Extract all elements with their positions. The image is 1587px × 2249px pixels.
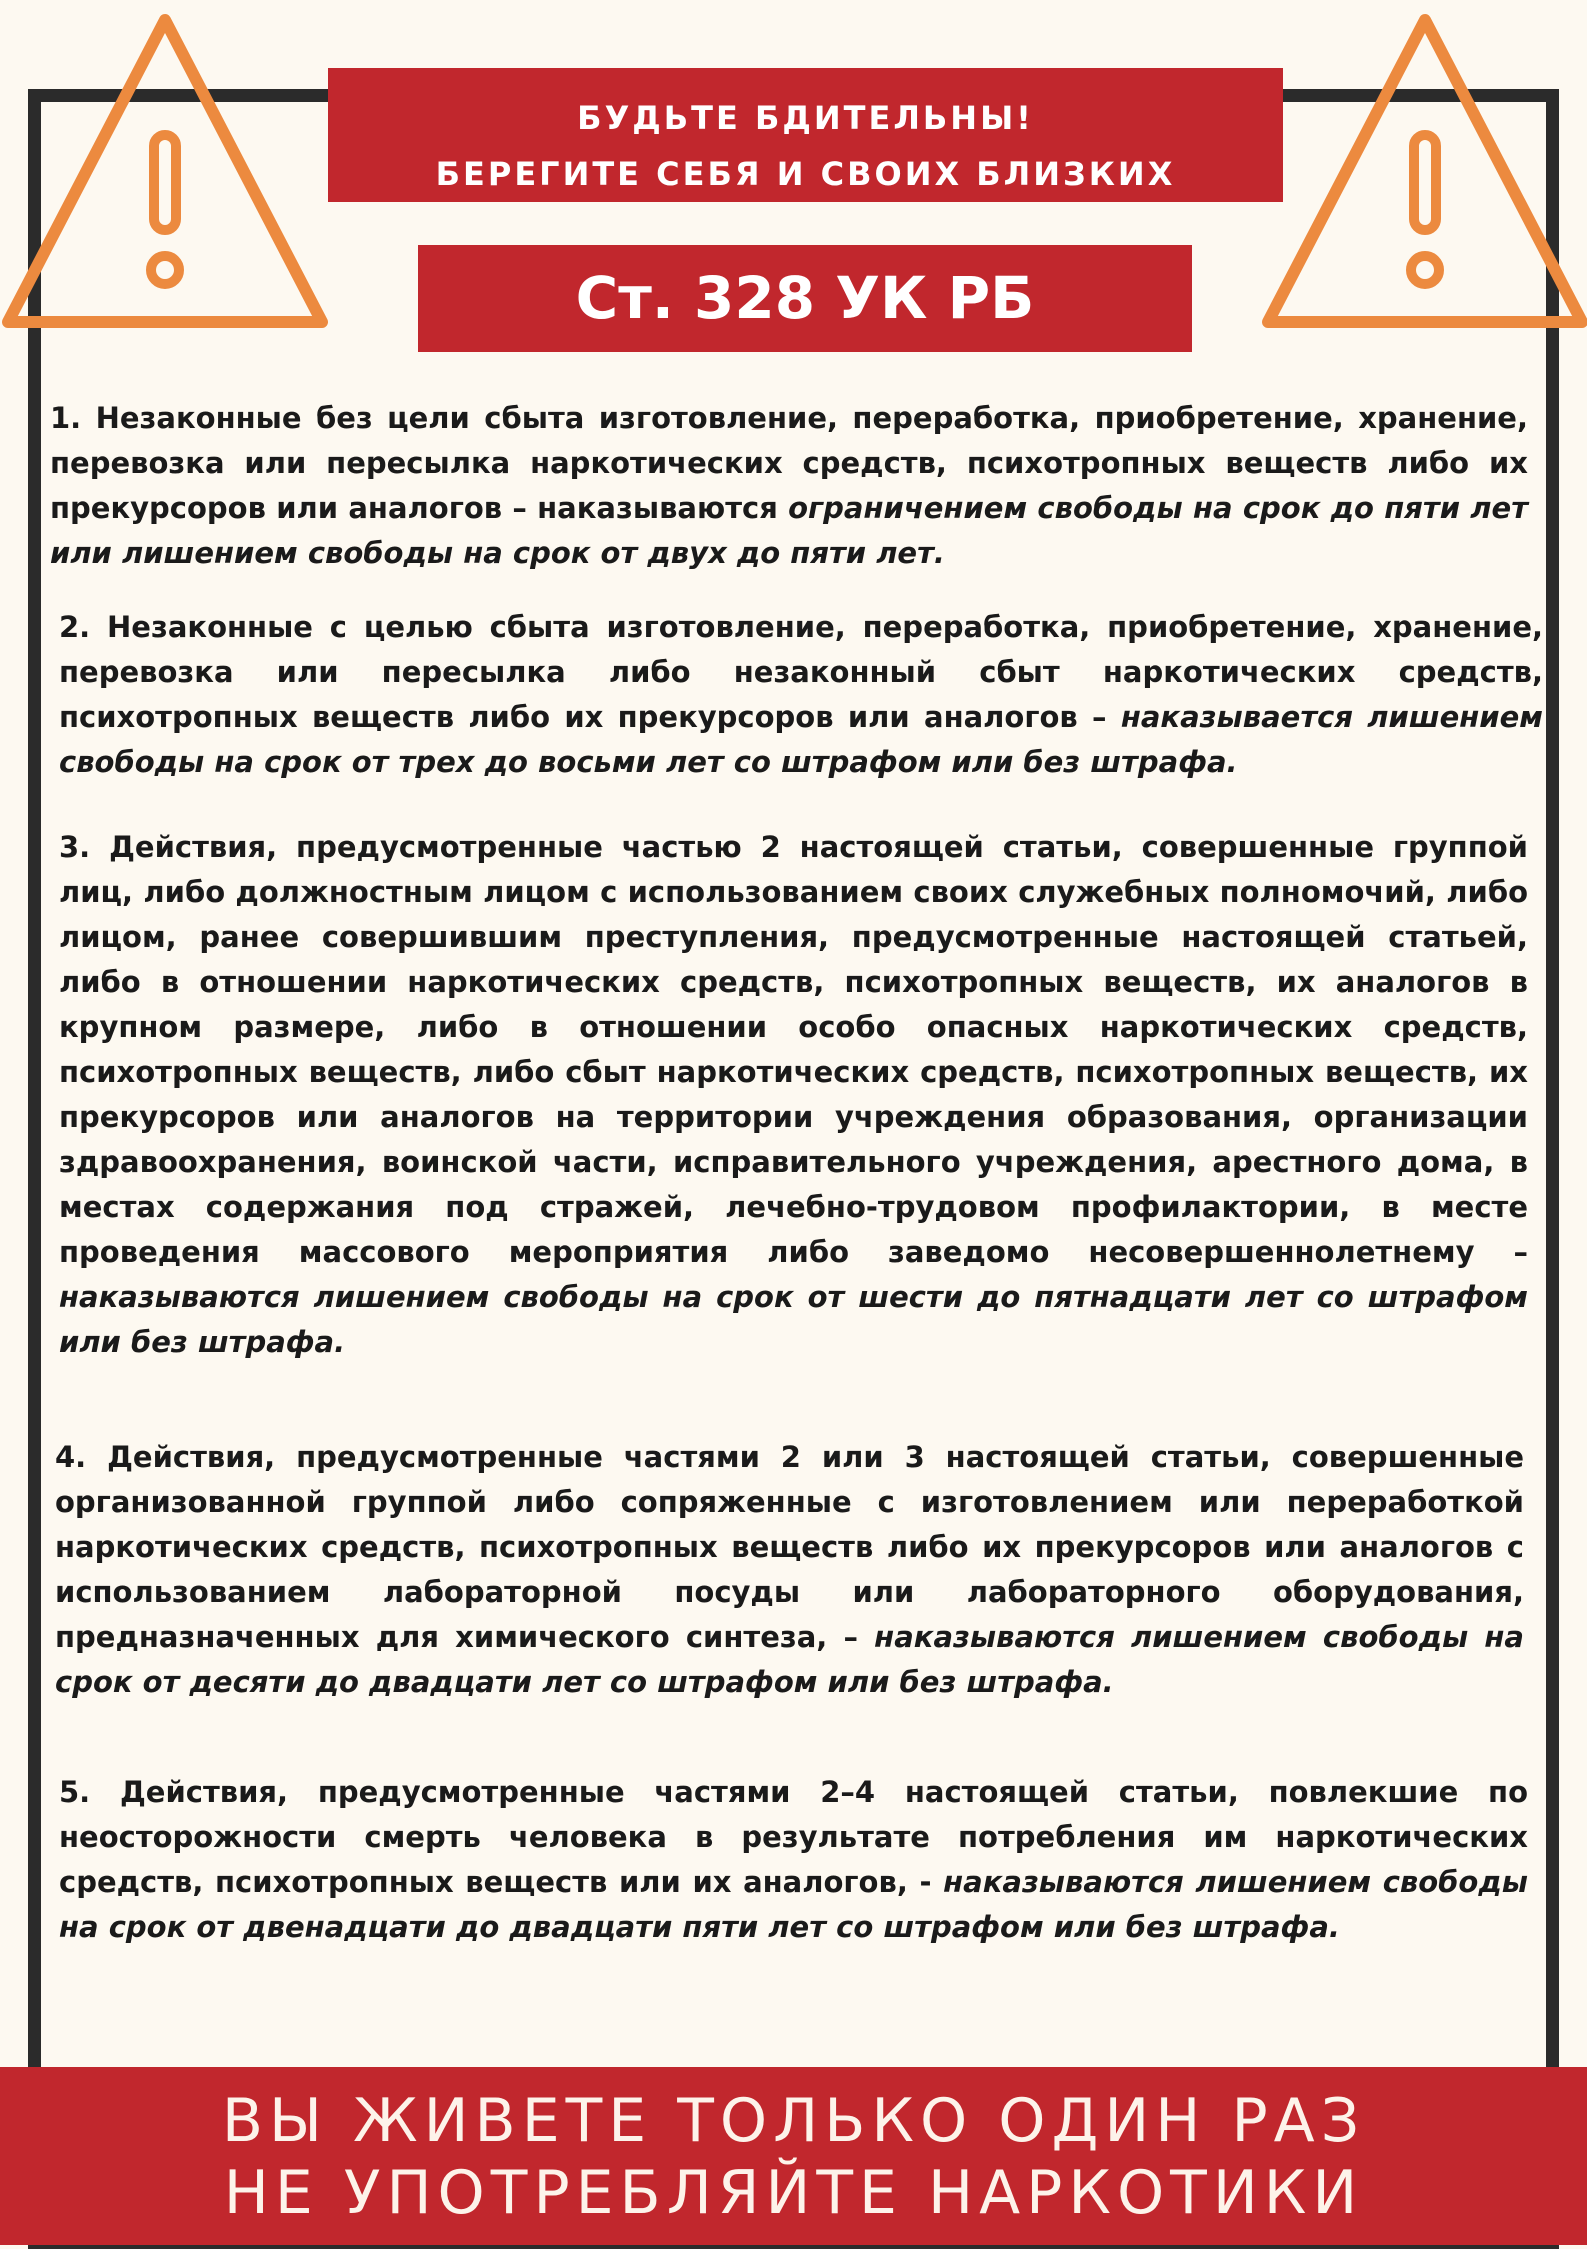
paragraph-penalty: ограничением свободы на срок до пяти лет или лишением свободы на срок от двух до пяти лет.: [50, 491, 1529, 570]
paragraph-text: 1. Незаконные без цели сбыта изготовление, переработка, приобретение, хранение, перевозка или пересылка наркотических средств, психотропных веществ либо их прекурсоров или аналогов – наказываются: [50, 401, 1528, 525]
warning-triangle-icon: [0, 0, 338, 340]
article-paragraph-1: [50, 396, 1528, 576]
footer-line-1: ВЫ ЖИВЕТЕ ТОЛЬКО ОДИН РАЗ: [221, 2086, 1366, 2156]
paragraph-text: 4. Действия, предусмотренные частями 2 или 3 настоящей статьи, совершенные организованной группой либо сопряженные с изготовлением или переработкой наркотических средств, психотропных веществ либо их прекурсоров или аналогов с использованием лабораторной посуды или лабораторного оборудования, предназначенных для химического синтеза, –: [55, 1440, 1524, 1654]
article-paragraph-5: [59, 1770, 1528, 1950]
paragraph-penalty: наказываются лишением свободы на срок от двенадцати до двадцати пяти лет со штрафом или без штрафа.: [59, 1865, 1528, 1944]
paragraph-text: 5. Действия, предусмотренные частями 2–4 настоящей статьи, повлекшие по неосторожности смерть человека в результате потребления им наркотических средств, психотропных веществ или их аналогов, -: [59, 1775, 1528, 1899]
footer-line-2: НЕ УПОТРЕБЛЯЙТЕ НАРКОТИКИ: [223, 2158, 1364, 2228]
paragraph-penalty: наказываются лишением свободы на срок от десяти до двадцати лет со штрафом или без штрафа.: [55, 1620, 1524, 1699]
header-line-2: БЕРЕГИТЕ СЕБЯ И СВОИХ БЛИЗКИХ: [435, 155, 1176, 193]
footer-banner: [0, 2067, 1587, 2245]
article-title: Ст. 328 УК РБ: [418, 245, 1192, 352]
warning-triangle-icon: [1252, 0, 1587, 340]
header-line-1: БУДЬТЕ БДИТЕЛЬНЫ!: [577, 99, 1034, 137]
article-paragraph-3: [59, 825, 1528, 1365]
paragraph-penalty: наказываются лишением свободы на срок от шести до пятнадцати лет со штрафом или без штрафа.: [59, 1280, 1528, 1359]
paragraph-text: 2. Незаконные с целью сбыта изготовление, переработка, приобретение, хранение, перевозка или пересылка либо незаконный сбыт наркотических средств, психотропных веществ либо их прекурсоров или аналогов –: [59, 610, 1543, 734]
article-paragraph-2: [59, 605, 1543, 785]
paragraph-penalty: наказывается лишением свободы на срок от трех до восьми лет со штрафом или без штрафа.: [59, 700, 1543, 779]
paragraph-text: 3. Действия, предусмотренные частью 2 настоящей статьи, совершенные группой лиц, либо должностным лицом с использованием своих служебных полномочий, либо лицом, ранее совершившим преступления, предусмотренные настоящей статьей, либо в отношении наркотических средств, психотропных веществ, их аналогов в крупном размере, либо в отношении особо опасных наркотических средств, психотропных веществ, либо сбыт наркотических средств, психотропных веществ, их прекурсоров или аналогов на территории учреждения образования, организации здравоохранения, воинской части, исправительного учреждения, арестного дома, в местах содержания под стражей, лечебно-трудовом профилактории, в месте проведения массового мероприятия либо заведомо несовершеннолетнему –: [59, 830, 1528, 1269]
header-banner: [328, 68, 1283, 202]
article-paragraph-4: [55, 1435, 1524, 1705]
